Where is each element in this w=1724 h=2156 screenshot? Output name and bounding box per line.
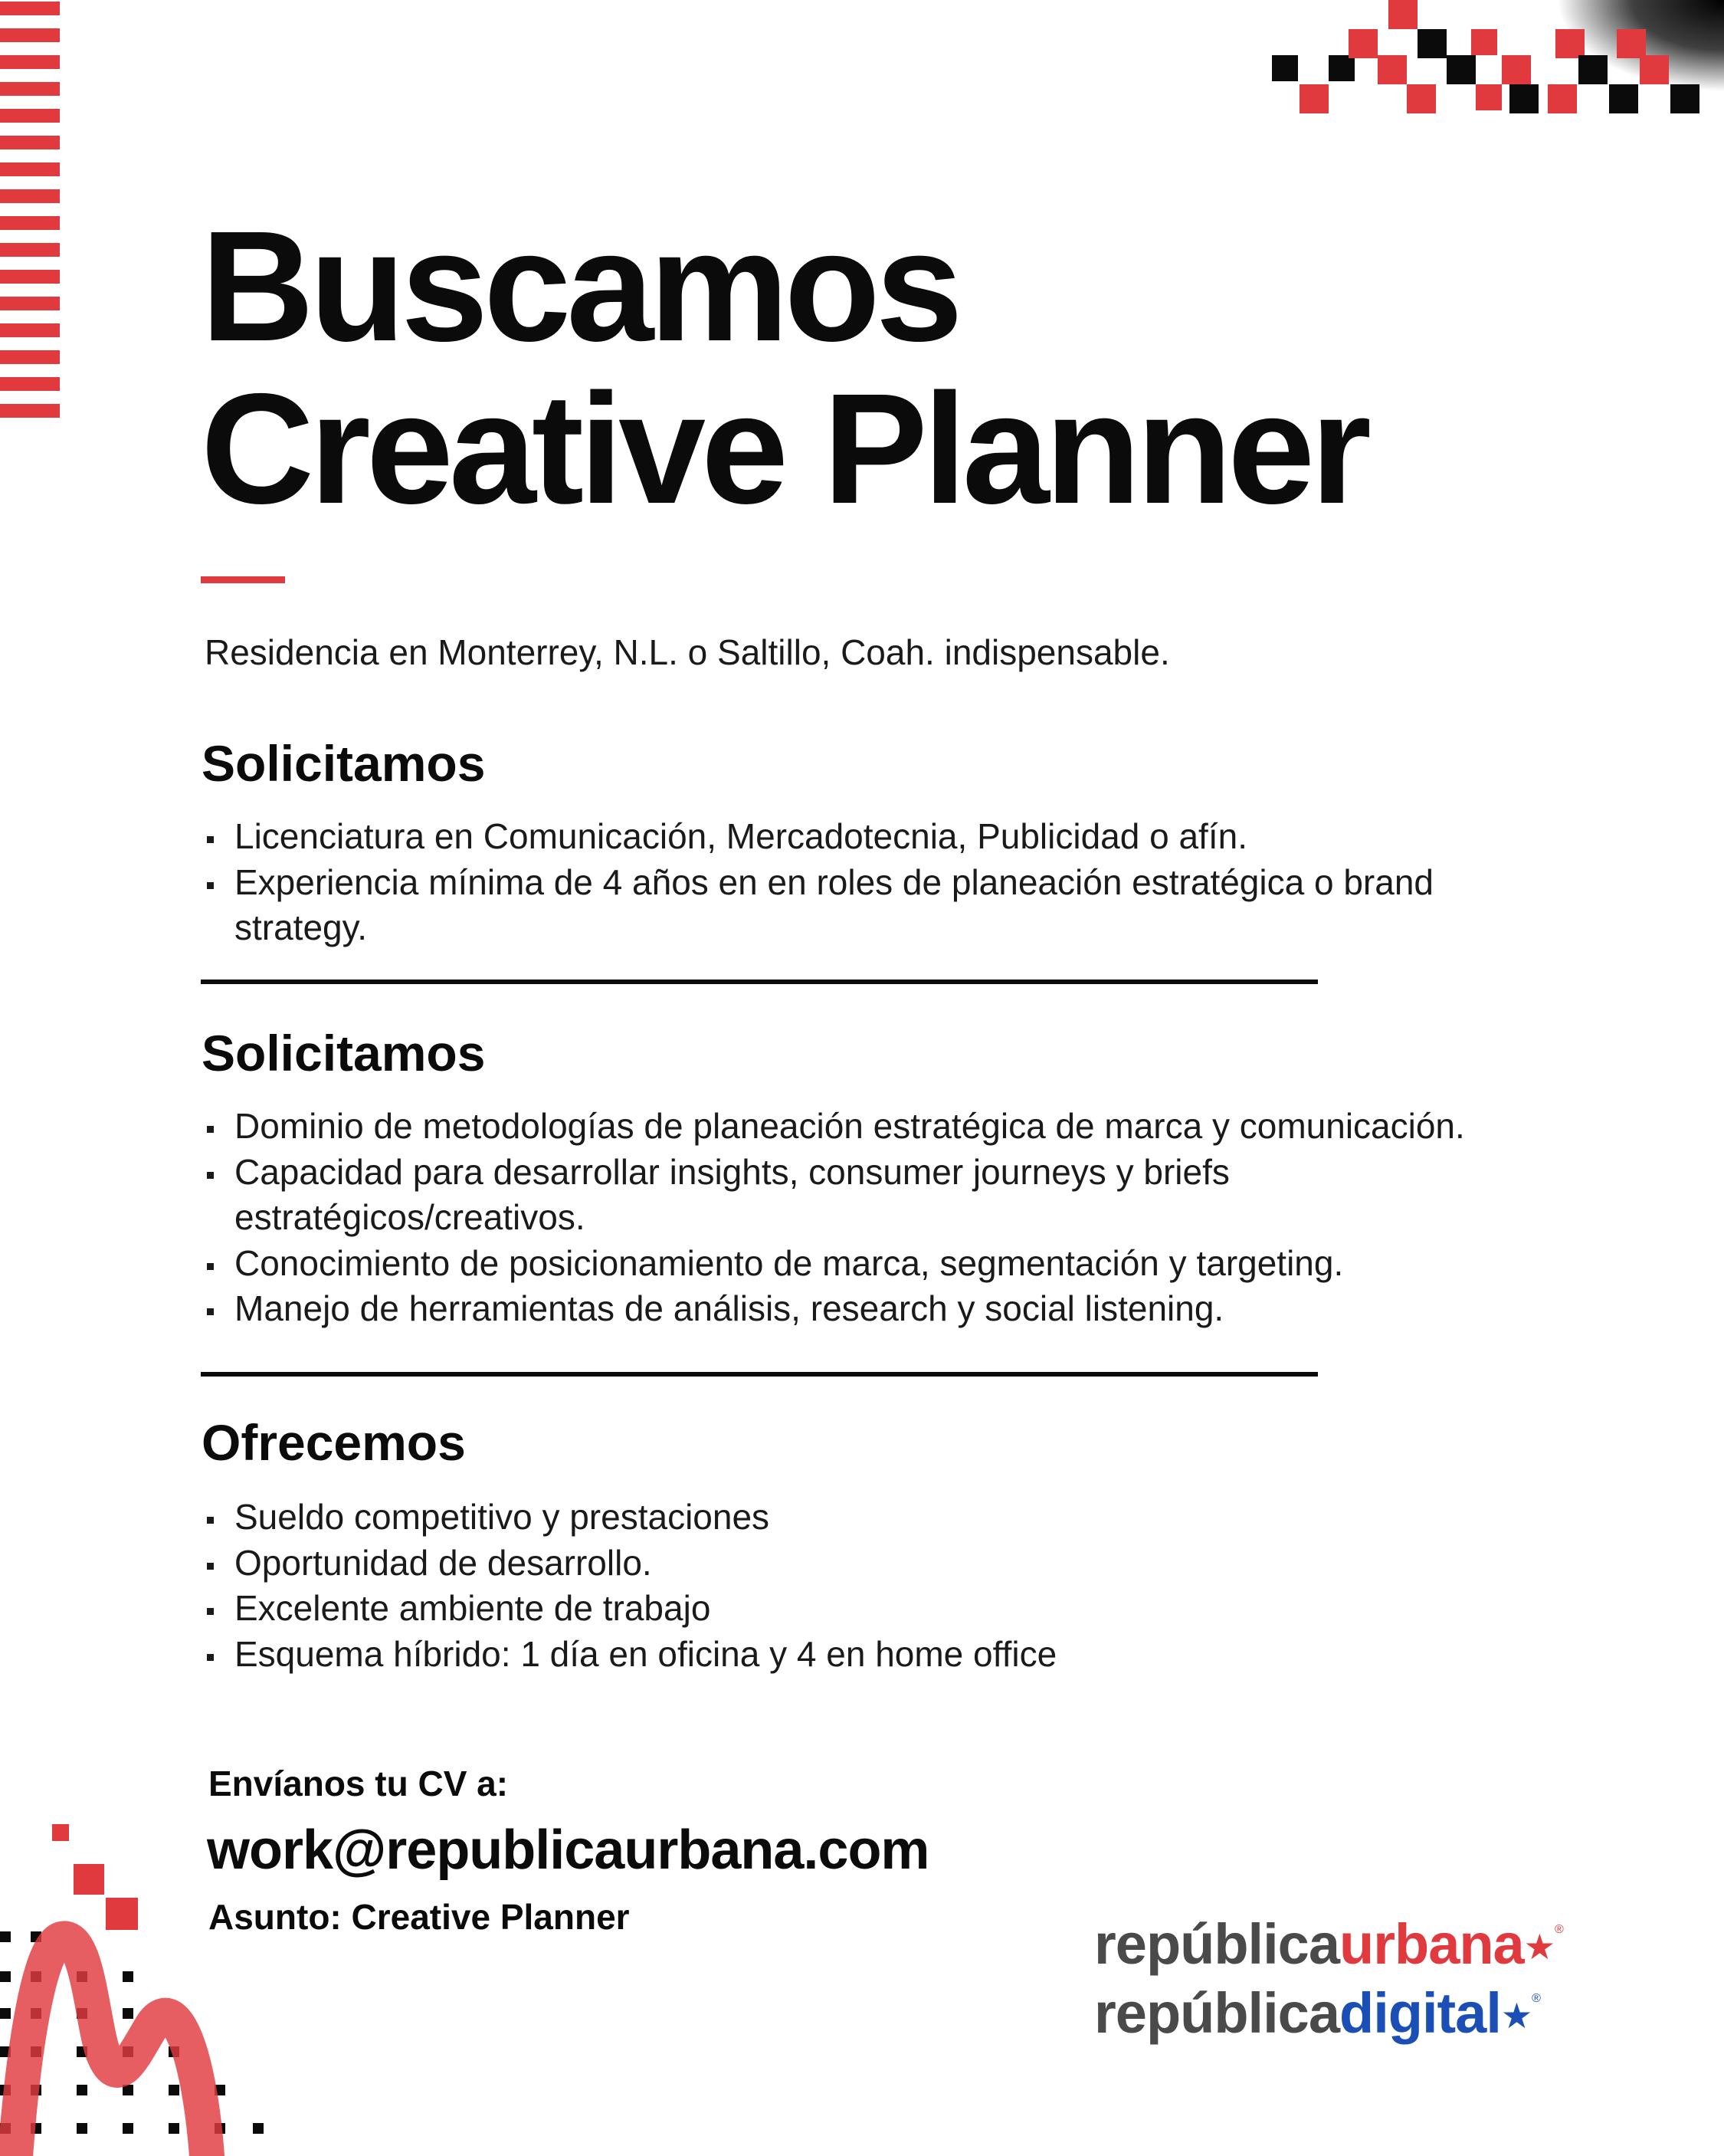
section-title-solicitamos-1: Solicitamos bbox=[202, 735, 486, 792]
logo-prefix: república bbox=[1094, 1981, 1339, 2045]
section-title-ofrecemos: Ofrecemos bbox=[202, 1414, 466, 1471]
list-item: Esquema híbrido: 1 día en oficina y 4 en home office bbox=[205, 1632, 1623, 1678]
headline-line-1: Buscamos bbox=[201, 199, 959, 374]
list-item: Licenciatura en Comunicación, Mercadotecnia, Publicidad o afín. bbox=[205, 814, 1508, 860]
logo-suffix: urbana bbox=[1339, 1912, 1524, 1976]
left-stripes-decoration bbox=[0, 0, 60, 437]
republica-digital-logo bbox=[1094, 1967, 1540, 2048]
pixel-pattern-decoration bbox=[1257, 0, 1724, 130]
list-item: Capacidad para desarrollar insights, consumer journeys y briefs estratégicos/creativos. bbox=[205, 1150, 1407, 1241]
list-item: Sueldo competitivo y prestaciones bbox=[205, 1495, 1623, 1541]
contact-label: Envíanos tu CV a: bbox=[208, 1764, 509, 1803]
requirements-list-1 bbox=[205, 814, 1508, 951]
section-divider bbox=[201, 1372, 1318, 1377]
list-item: Experiencia mínima de 4 años en en roles de planeación estratégica o brand strategy. bbox=[205, 860, 1445, 951]
logo-suffix: digital bbox=[1339, 1981, 1501, 2045]
residence-requirement: Residencia en Monterrey, N.L. o Saltillo, Coah. indispensable. bbox=[205, 632, 1170, 672]
section-title-solicitamos-2: Solicitamos bbox=[202, 1025, 486, 1081]
registered-mark: ® bbox=[1554, 1923, 1563, 1936]
logo-prefix: república bbox=[1094, 1912, 1339, 1976]
headline bbox=[201, 199, 1580, 537]
list-item: Excelente ambiente de trabajo bbox=[205, 1586, 1623, 1632]
list-item: Oportunidad de desarrollo. bbox=[205, 1541, 1623, 1587]
list-item: Dominio de metodologías de planeación estratégica de marca y comunicación. bbox=[205, 1104, 1623, 1150]
registered-mark: ® bbox=[1532, 1992, 1540, 2005]
list-item: Conocimiento de posicionamiento de marca, segmentación y targeting. bbox=[205, 1241, 1623, 1287]
star-icon: ★ bbox=[1523, 1927, 1555, 1967]
contact-subject: Asunto: Creative Planner bbox=[208, 1897, 630, 1937]
section-divider bbox=[201, 980, 1318, 984]
accent-rule bbox=[201, 576, 285, 583]
star-icon: ★ bbox=[1500, 1996, 1532, 2036]
list-item: Manejo de herramientas de análisis, research y social listening. bbox=[205, 1286, 1623, 1332]
benefits-list bbox=[205, 1495, 1623, 1677]
contact-email-link[interactable]: work@republicaurbana.com bbox=[207, 1820, 929, 1881]
headline-line-2: Creative Planner bbox=[201, 361, 1367, 537]
requirements-list-2 bbox=[205, 1104, 1623, 1332]
